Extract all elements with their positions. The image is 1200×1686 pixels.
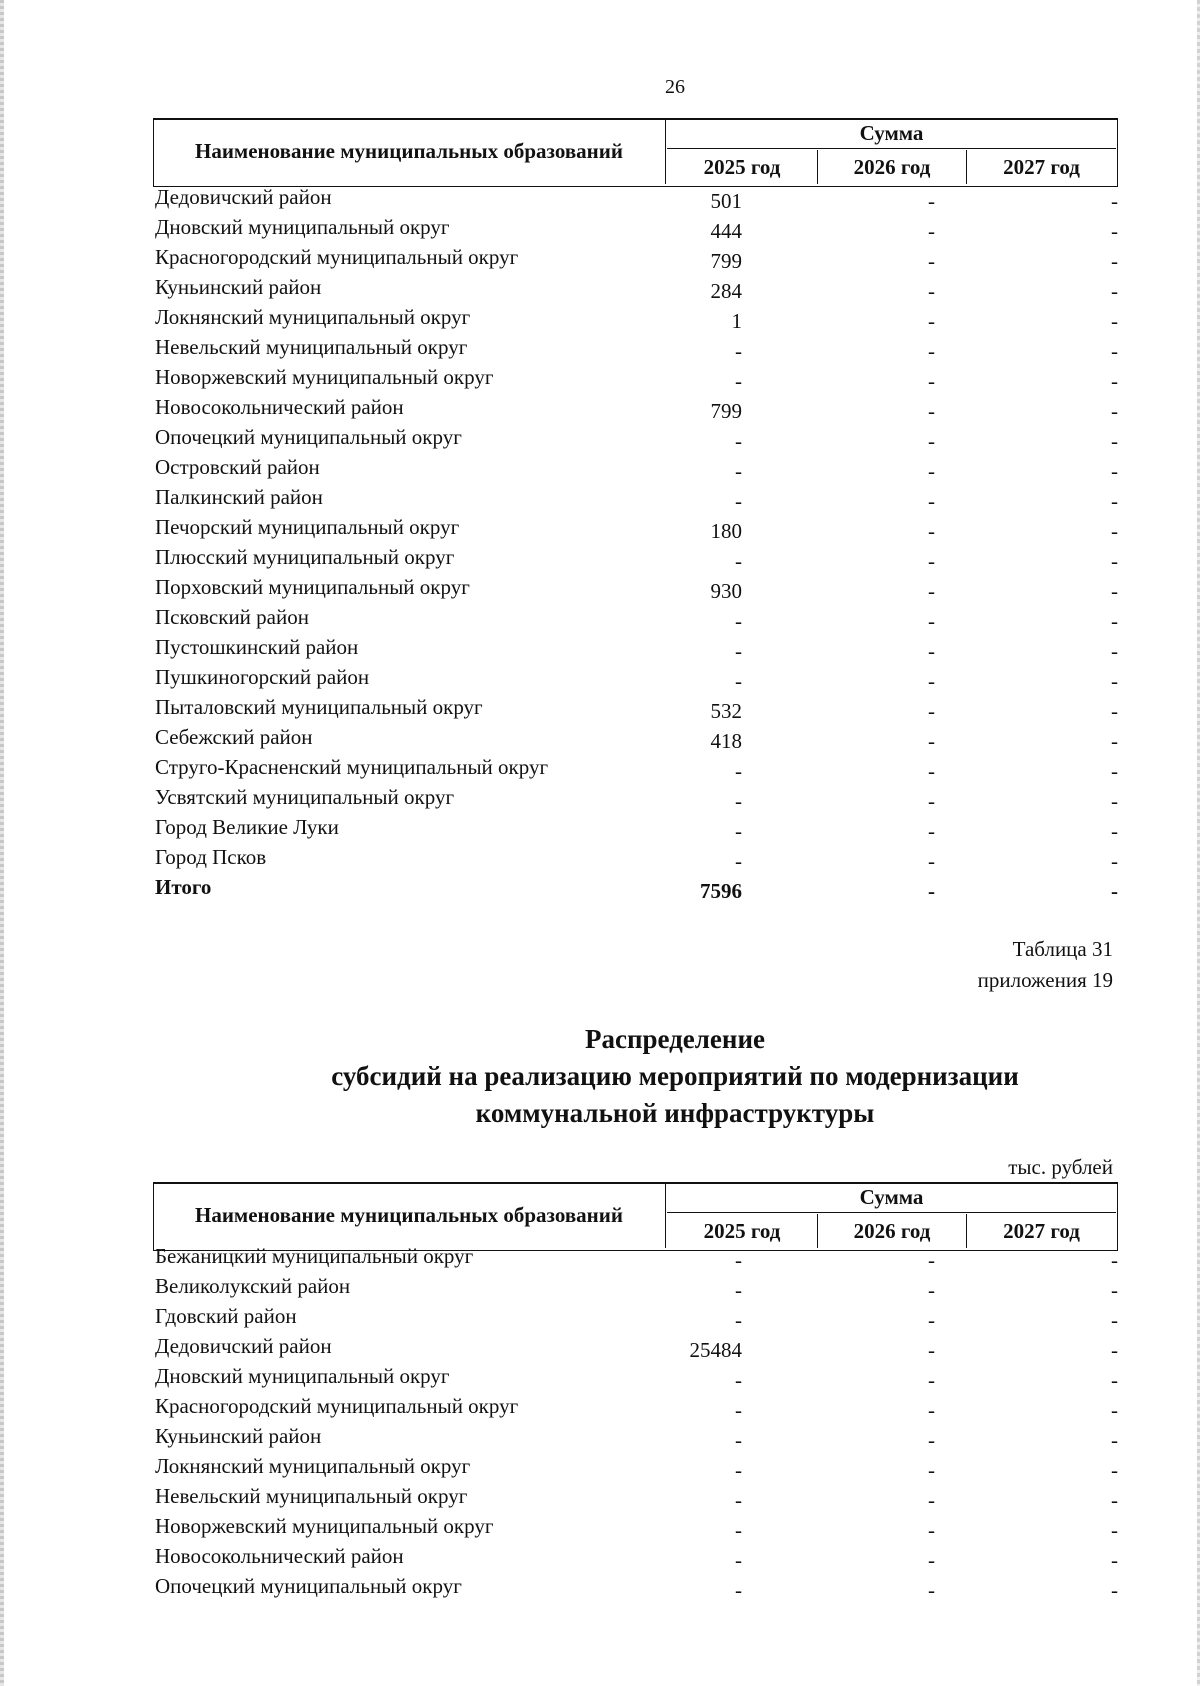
value-2026: - [928,879,935,903]
table-row [153,515,1118,545]
table-row [153,1424,1118,1454]
municipality-name: Палкинский район [155,485,323,509]
municipality-name: Красногородский муниципальный округ [155,245,519,269]
value-2026: - [928,1428,935,1452]
value-2026: - [928,1398,935,1422]
value-2026: - [928,1308,935,1332]
municipality-name: Новоржевский муниципальный округ [155,1514,494,1538]
value-2025: - [735,429,742,453]
table1-name-column-header: Наименование муниципальных образований [153,118,666,184]
value-2026: - [928,1518,935,1542]
table-row [153,425,1118,455]
appendix-number: приложения 19 [977,968,1113,992]
value-2026: - [928,429,935,453]
value-2027: - [1111,849,1118,873]
table-row [153,1484,1118,1514]
page-number: 26 [665,76,685,98]
table1-body [153,185,1118,905]
value-2025: - [735,1488,742,1512]
table2-year-2025-header: 2025 год [667,1214,818,1248]
value-2027: - [1111,339,1118,363]
value-2027: - [1111,549,1118,573]
value-2025: - [735,759,742,783]
table-row [153,1514,1118,1544]
table-row [153,695,1118,725]
table-row [153,485,1118,515]
table-row [153,1334,1118,1364]
value-2026: - [928,519,935,543]
table-row [153,335,1118,365]
value-2025: - [735,459,742,483]
value-2025: - [735,1278,742,1302]
title-line-3: коммунальной инфраструктуры [475,1098,875,1128]
value-2025: - [735,1578,742,1602]
table-row [153,305,1118,335]
table2-year-2027-header: 2027 год [1003,1219,1080,1243]
table-row [153,1544,1118,1574]
municipality-name: Новосокольнический район [155,1544,404,1568]
value-2026: - [928,759,935,783]
value-2025: - [735,1548,742,1572]
municipality-name: Невельский муниципальный округ [155,335,468,359]
value-2026: - [928,699,935,723]
value-2027: - [1111,489,1118,513]
value-2027: - [1111,1428,1118,1452]
value-2026: - [928,249,935,273]
value-2027: - [1111,1518,1118,1542]
value-2027: - [1111,429,1118,453]
municipality-name: Великолукский район [155,1274,351,1298]
table-row [153,725,1118,755]
table1-sum-column-header: Сумма [667,118,1116,149]
value-2027: - [1111,1548,1118,1572]
municipality-name: Дедовичский район [155,185,332,209]
table-row [153,1454,1118,1484]
value-2025: - [735,1518,742,1542]
value-2025: 799 [710,399,742,423]
value-2026: - [928,789,935,813]
municipality-name: Город Псков [155,845,267,869]
table-reference [978,934,1113,996]
value-2027: - [1111,1248,1118,1272]
municipality-name: Псковский район [155,605,309,629]
table-number: Таблица 31 [1012,937,1113,961]
value-2027: - [1111,459,1118,483]
table-row [153,785,1118,815]
municipality-name: Плюсский муниципальный округ [155,545,455,569]
value-2025: - [735,369,742,393]
table-row [153,545,1118,575]
table-row [153,635,1118,665]
table2-body [153,1244,1118,1604]
value-2026: - [928,1578,935,1602]
value-2027: - [1111,1488,1118,1512]
municipality-name: Новосокольнический район [155,395,404,419]
value-2025: 444 [710,219,742,243]
municipality-name: Итого [155,875,212,899]
table-row [153,815,1118,845]
value-2026: - [928,189,935,213]
document-title [150,1021,1200,1132]
value-2027: - [1111,309,1118,333]
value-2025: - [735,819,742,843]
municipality-name: Порховский муниципальный округ [155,575,470,599]
value-2027: - [1111,279,1118,303]
value-2026: - [928,369,935,393]
value-2027: - [1111,1338,1118,1362]
value-2027: - [1111,759,1118,783]
value-2025: 7596 [700,879,742,903]
value-2027: - [1111,519,1118,543]
municipality-name: Новоржевский муниципальный округ [155,365,494,389]
table-row [153,755,1118,785]
value-2025: - [735,1308,742,1332]
value-2026: - [928,1548,935,1572]
value-2026: - [928,279,935,303]
scan-edge-left [0,0,4,1686]
municipality-name: Локнянский муниципальный округ [155,1454,471,1478]
table-row [153,455,1118,485]
value-2025: - [735,549,742,573]
value-2026: - [928,819,935,843]
municipality-name: Дновский муниципальный округ [155,215,450,239]
value-2025: - [735,1398,742,1422]
table-row [153,605,1118,635]
table-row [153,395,1118,425]
value-2025: 284 [710,279,742,303]
value-2025: - [735,1248,742,1272]
value-2027: - [1111,639,1118,663]
municipality-name: Пыталовский муниципальный округ [155,695,483,719]
table1-year-2025-header: 2025 год [667,150,818,184]
municipality-name: Локнянский муниципальный округ [155,305,471,329]
total-row [153,875,1118,905]
table-row [153,185,1118,215]
value-2027: - [1111,249,1118,273]
value-2026: - [928,459,935,483]
value-2027: - [1111,789,1118,813]
municipality-name: Куньинский район [155,275,322,299]
value-2026: - [928,1488,935,1512]
municipality-name: Островский район [155,455,320,479]
value-2027: - [1111,1308,1118,1332]
value-2027: - [1111,1458,1118,1482]
value-2027: - [1111,729,1118,753]
municipality-name: Струго-Красненский муниципальный округ [155,755,549,779]
municipality-name: Гдовский район [155,1304,297,1328]
table2-header [153,1182,1118,1250]
value-2026: - [928,639,935,663]
table-row [153,1304,1118,1334]
value-2027: - [1111,699,1118,723]
value-2027: - [1111,579,1118,603]
value-2026: - [928,669,935,693]
value-2026: - [928,339,935,363]
value-2026: - [928,399,935,423]
municipality-name: Бежаницкий муниципальный округ [155,1244,474,1268]
unit-label: тыс. рублей [1008,1155,1113,1179]
municipality-name: Опочецкий муниципальный округ [155,1574,462,1598]
table1-year-2026-header: 2026 год [818,150,967,184]
value-2026: - [928,579,935,603]
title-line-2: субсидий на реализацию мероприятий по модернизации [331,1061,1019,1091]
value-2026: - [928,849,935,873]
value-2026: - [928,609,935,633]
value-2025: 799 [710,249,742,273]
table2-rows [153,1244,1118,1604]
value-2026: - [928,1338,935,1362]
municipality-name: Город Великие Луки [155,815,339,839]
value-2026: - [928,549,935,573]
table-row [153,1364,1118,1394]
municipality-name: Дедовичский район [155,1334,332,1358]
table2-name-column-header: Наименование муниципальных образований [153,1182,666,1248]
value-2026: - [928,729,935,753]
table1-rows [153,185,1118,905]
value-2025: 180 [710,519,742,543]
value-2025: 418 [710,729,742,753]
table-row [153,365,1118,395]
value-2025: - [735,489,742,513]
value-2026: - [928,1458,935,1482]
value-2027: - [1111,609,1118,633]
value-2027: - [1111,1278,1118,1302]
municipality-name: Себежский район [155,725,313,749]
value-2025: - [735,789,742,813]
value-2027: - [1111,1578,1118,1602]
value-2025: 532 [710,699,742,723]
value-2025: - [735,639,742,663]
municipality-name: Пустошкинский район [155,635,359,659]
table-row [153,1244,1118,1274]
municipality-name: Красногородский муниципальный округ [155,1394,519,1418]
value-2026: - [928,489,935,513]
title-line-1: Распределение [584,1024,766,1054]
value-2025: - [735,1458,742,1482]
table-row [153,215,1118,245]
value-2026: - [928,309,935,333]
value-2026: - [928,1278,935,1302]
table-row [153,665,1118,695]
table-row [153,845,1118,875]
value-2027: - [1111,219,1118,243]
value-2027: - [1111,399,1118,423]
table-row [153,275,1118,305]
value-2025: - [735,669,742,693]
municipality-name: Опочецкий муниципальный округ [155,425,462,449]
table2-year-2026-header: 2026 год [818,1214,967,1248]
value-2027: - [1111,189,1118,213]
table1-header [153,118,1118,186]
municipality-name: Пушкиногорский район [155,665,370,689]
value-2025: - [735,1368,742,1392]
value-2027: - [1111,1368,1118,1392]
municipality-name: Печорский муниципальный округ [155,515,460,539]
municipality-name: Невельский муниципальный округ [155,1484,468,1508]
value-2027: - [1111,819,1118,843]
value-2026: - [928,1248,935,1272]
value-2026: - [928,219,935,243]
value-2027: - [1111,369,1118,393]
municipality-name: Дновский муниципальный округ [155,1364,450,1388]
value-2025: - [735,849,742,873]
table2-sum-column-header: Сумма [667,1182,1116,1213]
table1-year-2027-header: 2027 год [1003,155,1080,179]
value-2025: - [735,609,742,633]
table-row [153,245,1118,275]
table-row [153,1274,1118,1304]
value-2027: - [1111,669,1118,693]
municipality-name: Усвятский муниципальный округ [155,785,455,809]
value-2025: 1 [731,309,742,333]
value-2025: 501 [710,189,742,213]
value-2026: - [928,1368,935,1392]
value-2025: 25484 [689,1338,742,1362]
value-2027: - [1111,879,1118,903]
value-2025: - [735,339,742,363]
value-2027: - [1111,1398,1118,1422]
table-row [153,1574,1118,1604]
municipality-name: Куньинский район [155,1424,322,1448]
value-2025: 930 [710,579,742,603]
value-2025: - [735,1428,742,1452]
table-row [153,1394,1118,1424]
table-row [153,575,1118,605]
